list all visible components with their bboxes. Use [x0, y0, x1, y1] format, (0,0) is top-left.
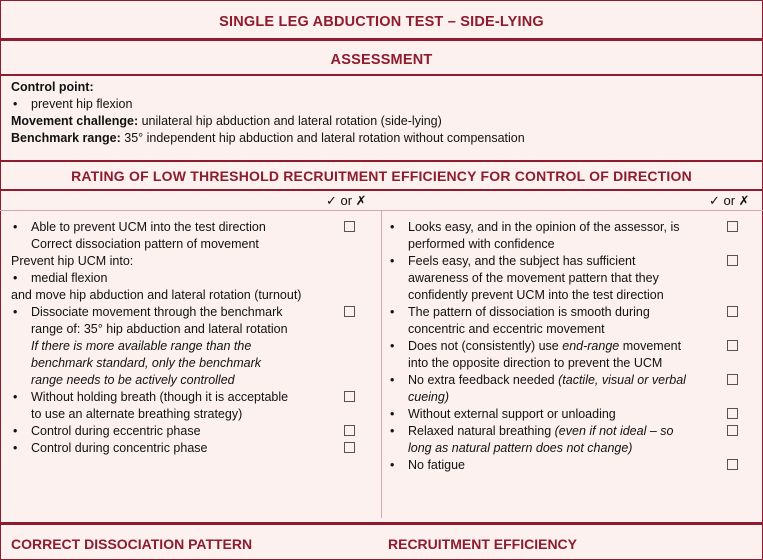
list-item	[388, 338, 753, 372]
list-item	[11, 253, 361, 270]
list-item	[11, 389, 361, 423]
checkbox[interactable]	[727, 425, 738, 436]
list-item	[11, 270, 361, 287]
footer-right-heading: RECRUITMENT EFFICIENCY	[388, 536, 577, 552]
checkbox[interactable]	[727, 306, 738, 317]
benchmark-range	[11, 130, 751, 147]
criterion-text: • Control during eccentric phase	[11, 423, 361, 440]
criterion-text: No extra feedback needed	[408, 373, 559, 387]
criterion-note: If there is more available range than the benchmark standard, only the benchmark range needs to be actively controlled	[31, 339, 261, 387]
checkbox[interactable]	[727, 374, 738, 385]
checkbox[interactable]	[344, 221, 355, 232]
movement-challenge-label: Movement challenge:	[11, 114, 139, 128]
criterion-emphasis: (tactile, visual or verbal cueing)	[408, 373, 686, 404]
list-item	[11, 440, 361, 457]
test-title: SINGLE LEG ABDUCTION TEST – SIDE-LYING	[219, 14, 544, 30]
criterion-text: and move hip abduction and lateral rotation (turnout)	[11, 288, 302, 302]
criterion-text: • No fatigue	[388, 457, 753, 474]
criterion-text: Does not (consistently) use	[408, 339, 563, 353]
criterion-text: • Feels easy, and the subject has sufficient awareness of the movement pattern that they confidently prevent UCM into the test direction	[388, 253, 698, 304]
criterion-text: • Looks easy, and in the opinion of the assessor, is performed with confidence	[388, 219, 698, 253]
criterion-emphasis: end-range	[562, 339, 620, 353]
check-header-right: ✓ or ✗	[709, 193, 750, 208]
criterion-text: • The pattern of dissociation is smooth during concentric and eccentric movement	[388, 304, 698, 338]
checkbox[interactable]	[344, 306, 355, 317]
criterion-text: Relaxed natural breathing	[408, 424, 555, 438]
checkbox[interactable]	[727, 408, 738, 419]
check-header-left: ✓ or ✗	[326, 193, 367, 208]
criterion-text: • medial flexion	[11, 270, 361, 287]
criterion-text: • Without external support or unloading	[388, 406, 753, 423]
list-item	[11, 304, 361, 338]
assessment-heading: ASSESSMENT	[330, 52, 433, 68]
criterion-text: • Able to prevent UCM into the test direction	[11, 219, 331, 236]
list-item	[11, 338, 361, 389]
list-item	[11, 219, 361, 236]
checkbox[interactable]	[727, 221, 738, 232]
rating-heading: RATING OF LOW THRESHOLD RECRUITMENT EFFICIENCY FOR CONTROL OF DIRECTION	[71, 168, 692, 184]
assessment-rule	[0, 74, 763, 76]
control-point-item: • prevent hip flexion	[13, 97, 133, 111]
checkbox[interactable]	[727, 459, 738, 470]
list-item	[11, 287, 361, 304]
assessment-section	[11, 79, 751, 147]
rating-rule-top	[0, 160, 763, 162]
footer-rule	[0, 522, 763, 525]
checkbox[interactable]	[727, 255, 738, 266]
criterion-text: Correct dissociation pattern of movement	[31, 237, 259, 251]
list-item	[388, 406, 753, 423]
footer-left-heading: CORRECT DISSOCIATION PATTERN	[11, 536, 253, 552]
list-item	[388, 253, 753, 304]
rating-rule-bottom	[0, 189, 763, 191]
benchmark-label: Benchmark range:	[11, 131, 121, 145]
control-point-label: Control point:	[11, 80, 94, 94]
right-criteria-column	[388, 219, 753, 474]
criterion-emphasis: (even if not ideal – so long as natural pattern does not change)	[408, 424, 674, 455]
checkbox[interactable]	[344, 391, 355, 402]
criterion-text-cont: movement into the opposite direction to prevent the UCM	[408, 339, 682, 370]
criterion-text: • Control during concentric phase	[11, 440, 361, 457]
left-criteria-column	[11, 219, 361, 457]
list-item	[11, 236, 361, 253]
checkbox[interactable]	[344, 442, 355, 453]
list-item	[388, 219, 753, 253]
list-item	[388, 423, 753, 457]
criterion-text: • Without holding breath (though it is acceptable to use an alternate breathing strategy)	[11, 389, 296, 423]
list-item	[11, 423, 361, 440]
list-item	[388, 457, 753, 474]
checkbox[interactable]	[727, 340, 738, 351]
list-item	[388, 372, 753, 406]
movement-challenge-text: unilateral hip abduction and lateral rotation (side-lying)	[141, 114, 442, 128]
benchmark-text: 35° independent hip abduction and lateral rotation without compensation	[124, 131, 525, 145]
criterion-text: • Dissociate movement through the benchmark range of: 35° hip abduction and lateral rotation	[11, 304, 303, 338]
column-divider	[381, 210, 382, 518]
title-rule	[0, 38, 763, 41]
list-item	[388, 304, 753, 338]
movement-challenge	[11, 113, 751, 130]
criterion-text: Prevent hip UCM into:	[11, 254, 134, 268]
checkbox[interactable]	[344, 425, 355, 436]
control-point-text: prevent hip flexion	[31, 97, 133, 111]
